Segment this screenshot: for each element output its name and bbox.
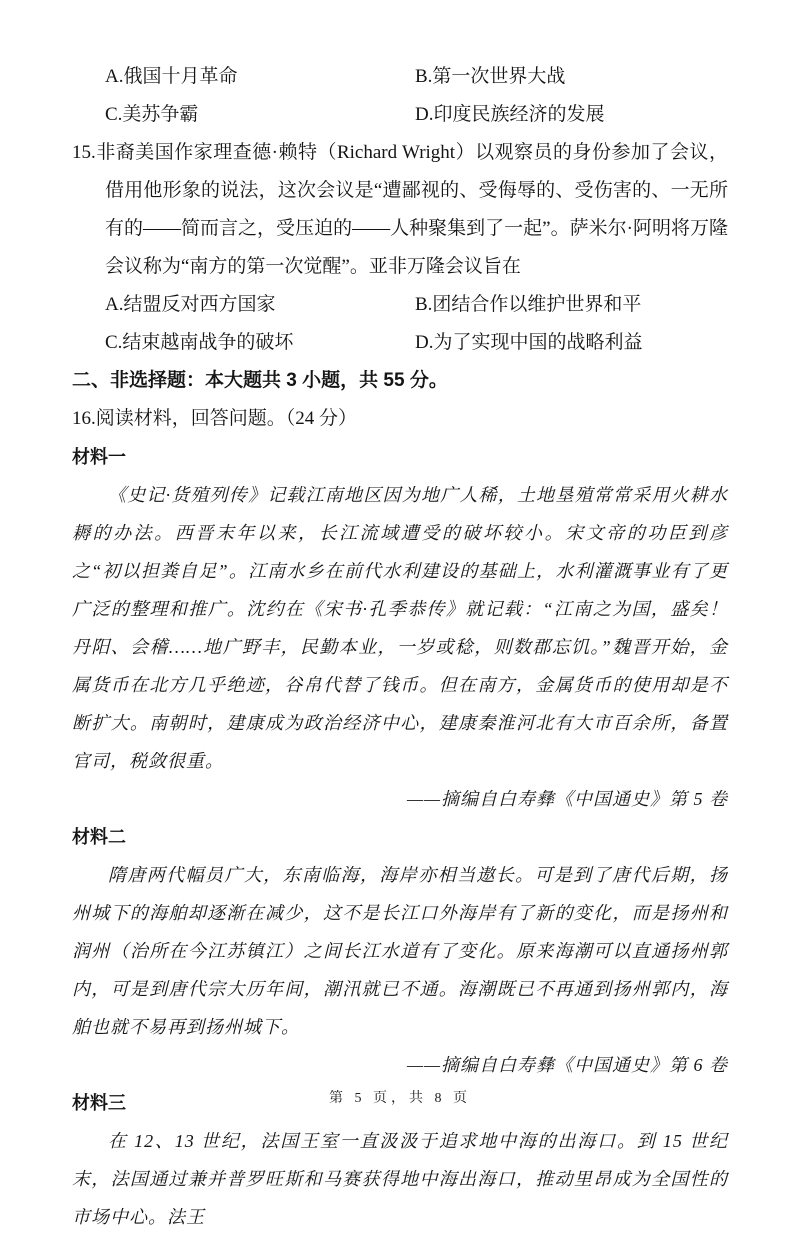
section-two-heading: 二、非选择题：本大题共 3 小题，共 55 分。 (72, 370, 448, 391)
material-three-text: 在 12、13 世纪，法国王室一直汲汲于追求地中海的出海口。到 15 世纪末，法国通过兼并普罗旺斯和马赛获得地中海出海口，推动里昂成为全国性的市场中心。法王 (72, 1131, 728, 1227)
material-two-source: ——摘编自白寿彝《中国通史》第 6 卷 (406, 1055, 728, 1075)
question15-option-b: B.团结合作以维护世界和平 (415, 294, 642, 315)
question14-option-c: C.美苏争霸 (105, 104, 199, 125)
question14-option-d: D.印度民族经济的发展 (415, 104, 605, 125)
material-one-title: 材料一 (72, 447, 126, 467)
question15-option-c: C.结束越南战争的破坏 (105, 332, 294, 353)
question14-options-row-1 (72, 58, 728, 96)
page-number-indicator: 第 5 页，共 8 页 (329, 1091, 471, 1106)
material-one-text: 《史记·货殖列传》记载江南地区因为地广人稀，土地垦殖常常采用火耕水耨的办法。西晋末年以来，长江流域遭受的破坏较小。宋文帝的功臣到彦之“初以担粪自足”。江南水乡在前代水利建设的基础上，水利灌溉事业有了更广泛的整理和推广。沈约在《宋书·孔季恭传》就记载：“江南之为国，盛矣！丹阳、会稽……地广野丰，民勤本业，一岁或稔，则数郡忘饥。”魏晋开始，金属货币在北方几乎绝迹，谷帛代替了钱币。但在南方，金属货币的使用却是不断扩大。南朝时，建康成为政治经济中心，建康秦淮河北有大市百余所，备置官司，税敛很重。 (72, 485, 728, 771)
question16-intro: 16.阅读材料，回答问题。（24 分） (72, 408, 358, 429)
question15-options-row-1 (72, 286, 728, 324)
material-three-title: 材料三 (72, 1093, 126, 1113)
question14-options-row-2 (72, 96, 728, 134)
question15-options-row-2 (72, 324, 728, 362)
question15-option-d: D.为了实现中国的战略利益 (415, 332, 643, 353)
question15-text: 15.非裔美国作家理查德·赖特（Richard Wright）以观察员的身份参加了会议，借用他形象的说法，这次会议是“遭鄙视的、受侮辱的、受伤害的、一无所有的——简而言之，受压迫的——人种聚集到了一起”。萨米尔·阿明将万隆会议称为“南方的第一次觉醒”。亚非万隆会议旨在 (72, 142, 728, 277)
material-two-text: 隋唐两代幅员广大，东南临海，海岸亦相当遨长。可是到了唐代后期，扬州城下的海舶却逐渐在减少，这不是长江口外海岸有了新的变化，而是扬州和润州（治所在今江苏镇江）之间长江水道有了变化。原来海潮可以直通扬州郭内，可是到唐代宗大历年间，潮汛就已不通。海潮既已不再通到扬州郭内，海舶也就不易再到扬州城下。 (72, 865, 728, 1037)
question14-option-a: A.俄国十月革命 (105, 66, 238, 87)
material-two-title: 材料二 (72, 827, 126, 847)
question15-option-a: A.结盟反对西方国家 (105, 294, 276, 315)
question14-option-b: B.第一次世界大战 (415, 66, 566, 87)
material-one-source: ——摘编自白寿彝《中国通史》第 5 卷 (406, 789, 728, 809)
